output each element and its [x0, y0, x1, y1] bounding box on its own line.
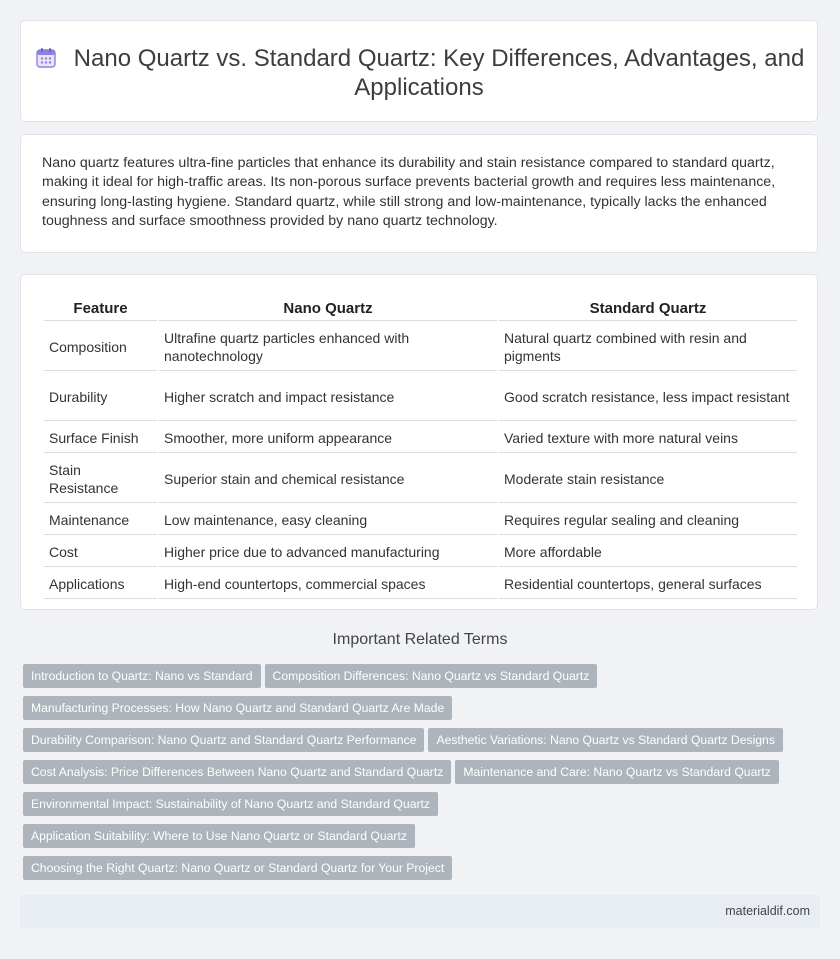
- cell-feature: Durability: [44, 373, 157, 421]
- comparison-table: [42, 294, 799, 601]
- cell-standard: Natural quartz combined with resin and pigments: [499, 323, 797, 371]
- table-row: [44, 569, 797, 599]
- page-title: Nano Quartz vs. Standard Quartz: Key Differences, Advantages, and Applications: [73, 45, 805, 101]
- cell-feature: Cost: [44, 537, 157, 567]
- page-title-wrap: [21, 44, 817, 102]
- intro-card: [20, 134, 818, 253]
- related-tag[interactable]: Introduction to Quartz: Nano vs Standard: [23, 664, 261, 688]
- cell-standard: Varied texture with more natural veins: [499, 423, 797, 453]
- cell-nano: Smoother, more uniform appearance: [159, 423, 497, 453]
- cell-feature: Maintenance: [44, 505, 157, 535]
- calendar-icon: [34, 46, 58, 70]
- table-row: [44, 537, 797, 567]
- table-row: [44, 505, 797, 535]
- cell-standard: Requires regular sealing and cleaning: [499, 505, 797, 535]
- related-tag[interactable]: Choosing the Right Quartz: Nano Quartz or Standard Quartz for Your Project: [23, 856, 452, 880]
- related-tag[interactable]: Cost Analysis: Price Differences Between Nano Quartz and Standard Quartz: [23, 760, 451, 784]
- related-tag[interactable]: Aesthetic Variations: Nano Quartz vs Standard Quartz Designs: [428, 728, 782, 752]
- related-tag[interactable]: Maintenance and Care: Nano Quartz vs Standard Quartz: [455, 760, 779, 784]
- footer: [20, 895, 820, 928]
- title-card: [20, 20, 818, 122]
- related-tag[interactable]: Composition Differences: Nano Quartz vs Standard Quartz: [265, 664, 598, 688]
- cell-nano: Higher scratch and impact resistance: [159, 373, 497, 421]
- cell-feature: Stain Resistance: [44, 455, 157, 503]
- header-feature: Feature: [44, 296, 157, 321]
- cell-standard: Residential countertops, general surfaces: [499, 569, 797, 599]
- related-tag[interactable]: Manufacturing Processes: How Nano Quartz and Standard Quartz Are Made: [23, 696, 452, 720]
- cell-feature: Surface Finish: [44, 423, 157, 453]
- cell-nano: Ultrafine quartz particles enhanced with nanotechnology: [159, 323, 497, 371]
- cell-nano: Low maintenance, easy cleaning: [159, 505, 497, 535]
- related-tag[interactable]: Environmental Impact: Sustainability of Nano Quartz and Standard Quartz: [23, 792, 438, 816]
- comparison-card: [20, 274, 818, 610]
- intro-paragraph: Nano quartz features ultra-fine particles that enhance its durability and stain resistance compared to standard quartz, making it ideal for high-traffic areas. Its non-porous surface prevents bacterial growth and requires less maintenance, ensuring long-lasting hygiene. Standard quartz, while still strong and low-maintenance, typically lacks the enhanced toughness and surface smoothness provided by nano quartz technology.: [42, 155, 776, 229]
- related-tag[interactable]: Durability Comparison: Nano Quartz and Standard Quartz Performance: [23, 728, 424, 752]
- cell-nano: Superior stain and chemical resistance: [159, 455, 497, 503]
- related-tags: [23, 664, 813, 888]
- cell-feature: Composition: [44, 323, 157, 371]
- table-header-row: [44, 296, 797, 321]
- table-row: [44, 373, 797, 421]
- related-tag[interactable]: Application Suitability: Where to Use Nano Quartz or Standard Quartz: [23, 824, 415, 848]
- table-row: [44, 455, 797, 503]
- cell-nano: High-end countertops, commercial spaces: [159, 569, 497, 599]
- cell-standard: Good scratch resistance, less impact resistant: [499, 373, 797, 421]
- cell-standard: Moderate stain resistance: [499, 455, 797, 503]
- table-row: [44, 323, 797, 371]
- cell-nano: Higher price due to advanced manufacturing: [159, 537, 497, 567]
- header-nano-quartz: Nano Quartz: [159, 296, 497, 321]
- cell-feature: Applications: [44, 569, 157, 599]
- cell-standard: More affordable: [499, 537, 797, 567]
- footer-site-link[interactable]: materialdif.com: [725, 904, 810, 918]
- header-standard-quartz: Standard Quartz: [499, 296, 797, 321]
- related-terms-title: Important Related Terms: [332, 631, 508, 648]
- table-row: [44, 423, 797, 453]
